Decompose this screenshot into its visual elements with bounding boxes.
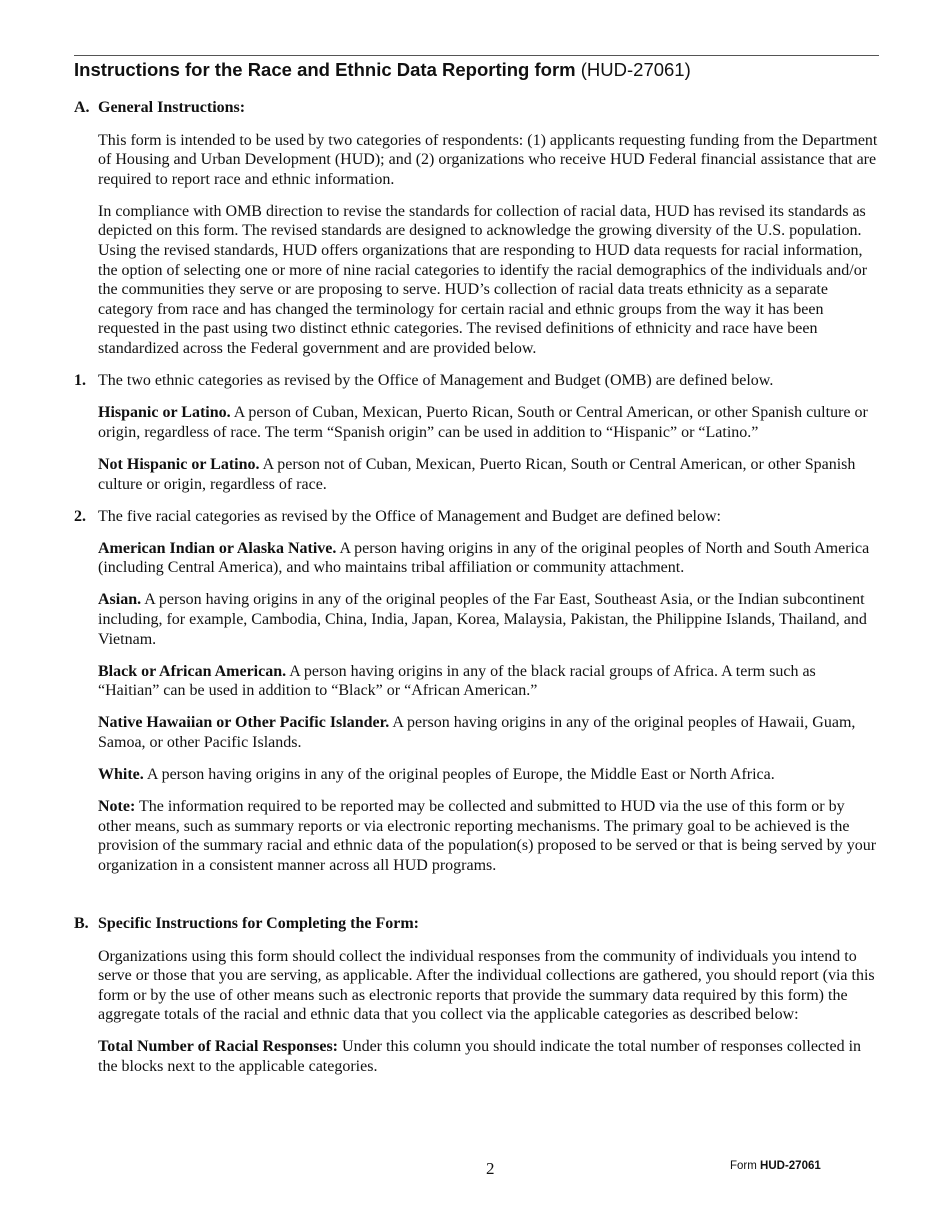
general-paragraph-1: This form is intended to be used by two categories of respondents: (1) applicants requesting funding from the Department of Housing and Urban Development (HUD); and (2) organizations who receive HUD Federal financial assistance that are required to report race and ethnic information. — [98, 131, 878, 188]
definition-term: Native Hawaiian or Other Pacific Islander. — [98, 714, 390, 732]
item-2-number: 2. — [74, 507, 86, 525]
section-b-heading — [74, 914, 879, 934]
definition-text: A person having origins in any of the black racial groups of Africa. A term such as “Haitian” can be used in addition to “Black” or “African American.” — [98, 662, 816, 700]
item-1-text: The two ethnic categories as revised by the Office of Management and Budget (OMB) are defined below. — [98, 372, 774, 390]
definition-text: A person having origins in any of the original peoples of Europe, the Middle East or North Africa. — [143, 766, 775, 784]
definition-term: Black or African American. — [98, 662, 287, 680]
page-title — [74, 58, 884, 82]
numbered-item-1 — [74, 371, 879, 391]
total-responses-paragraph — [98, 1037, 879, 1076]
definition-text: A person having origins in any of the original peoples of Hawaii, Guam, Samoa, or other Pacific Islands. — [98, 714, 856, 751]
total-responses-text: Under this column you should indicate the total number of responses collected in the blocks next to the applicable categories. — [98, 1038, 862, 1076]
definition-term: Hispanic or Latino. — [98, 404, 231, 422]
definition-native-hawaiian — [98, 713, 879, 752]
specific-paragraph: Organizations using this form should collect the individual responses from the community of individuals you intend to serve or those that you are serving, as applicable. After the individual collections are gathered, you should report (via this form or by the use of other means such as electronic reports that provide the summary data required by this form) the aggregate totals of the racial and ethnic data that you collect via the applicable categories as described below: — [98, 947, 875, 1024]
page-number: 2 — [486, 1159, 495, 1178]
definition-text: A person having origins in any of the original peoples of North and South America (including Central America), and who maintains tribal affiliation or community attachment. — [98, 539, 870, 577]
total-responses-term: Total Number of Racial Responses: — [98, 1038, 339, 1056]
section-spacer — [74, 888, 879, 914]
section-b-title: Specific Instructions for Completing the Form: — [98, 915, 419, 932]
definition-term: Not Hispanic or Latino. — [98, 455, 260, 473]
definition-text: A person having origins in any of the original peoples of the Far East, Southeast Asia, or the Indian subcontinent including, for example, Cambodia, China, India, Japan, Korea, Malaysia, Pakistan, the Philippine Islands, Thailand, and Vietnam. — [98, 591, 867, 648]
definition-american-indian — [98, 539, 879, 578]
definition-text: A person not of Cuban, Mexican, Puerto Rican, South or Central American, or other Spanish culture or origin, regardless of race. — [98, 455, 856, 493]
section-a-title: General Instructions: — [98, 99, 246, 116]
definition-term: Asian. — [98, 591, 142, 609]
general-paragraph-2: In compliance with OMB direction to revise the standards for collection of racial data, HUD has revised its standards as depicted on this form. The revised standards are designed to acknowledge the growing diversity of the U.S. population. Using the revised standards, HUD offers organizations that are responding to HUD data requests for racial information, the option of selecting one or more of nine racial categories to identify the racial demographics of the individuals and/or the communities they serve or are proposing to serve. HUD’s collection of racial data treats ethnicity as a separate category from race and has changed the terminology for certain racial and ethnic groups from the way it has been requested in the past using two distinct ethnic categories. The revised definitions of ethnicity and race have been standardized across the Federal government and are provided below. — [98, 202, 868, 358]
definition-asian — [98, 590, 879, 649]
note-term: Note: — [98, 798, 136, 816]
definition-black-african-american — [98, 662, 879, 701]
footer-form-id — [730, 1159, 821, 1173]
item-1-number: 1. — [74, 372, 86, 390]
footer-form-code: HUD-27061 — [760, 1160, 821, 1172]
definition-term: White. — [98, 766, 144, 784]
section-a-letter: A. — [74, 99, 90, 116]
footer-form-label: Form — [730, 1160, 761, 1172]
definition-hispanic-latino — [98, 403, 879, 442]
definition-term: American Indian or Alaska Native. — [98, 539, 337, 557]
numbered-item-2 — [74, 507, 879, 527]
header-rule — [74, 55, 879, 56]
definition-not-hispanic-latino — [98, 455, 879, 494]
item-2-text: The five racial categories as revised by the Office of Management and Budget are defined below: — [98, 507, 721, 525]
note-paragraph — [98, 797, 879, 875]
instructions-body — [74, 98, 879, 1089]
definition-white — [98, 765, 879, 785]
title-form-code: (HUD-27061) — [580, 59, 691, 80]
title-main: Instructions for the Race and Ethnic Data Reporting form — [74, 59, 576, 80]
note-text: The information required to be reported may be collected and submitted to HUD via the use of this form or by other means, such as summary reports or via electronic reporting mechanisms. The primary goal to be achieved is the provision of the summary racial and ethnic data of the population(s) proposed to be served or that is being served by your organization in a consistent manner across all HUD programs. — [98, 798, 877, 874]
definition-text: A person of Cuban, Mexican, Puerto Rican, South or Central American, or other Spanish culture or origin, regardless of race. The term “Spanish origin” can be used in addition to “Hispanic” or “Latino.” — [98, 404, 868, 441]
section-a-heading — [74, 98, 879, 118]
section-b-letter: B. — [74, 915, 89, 932]
